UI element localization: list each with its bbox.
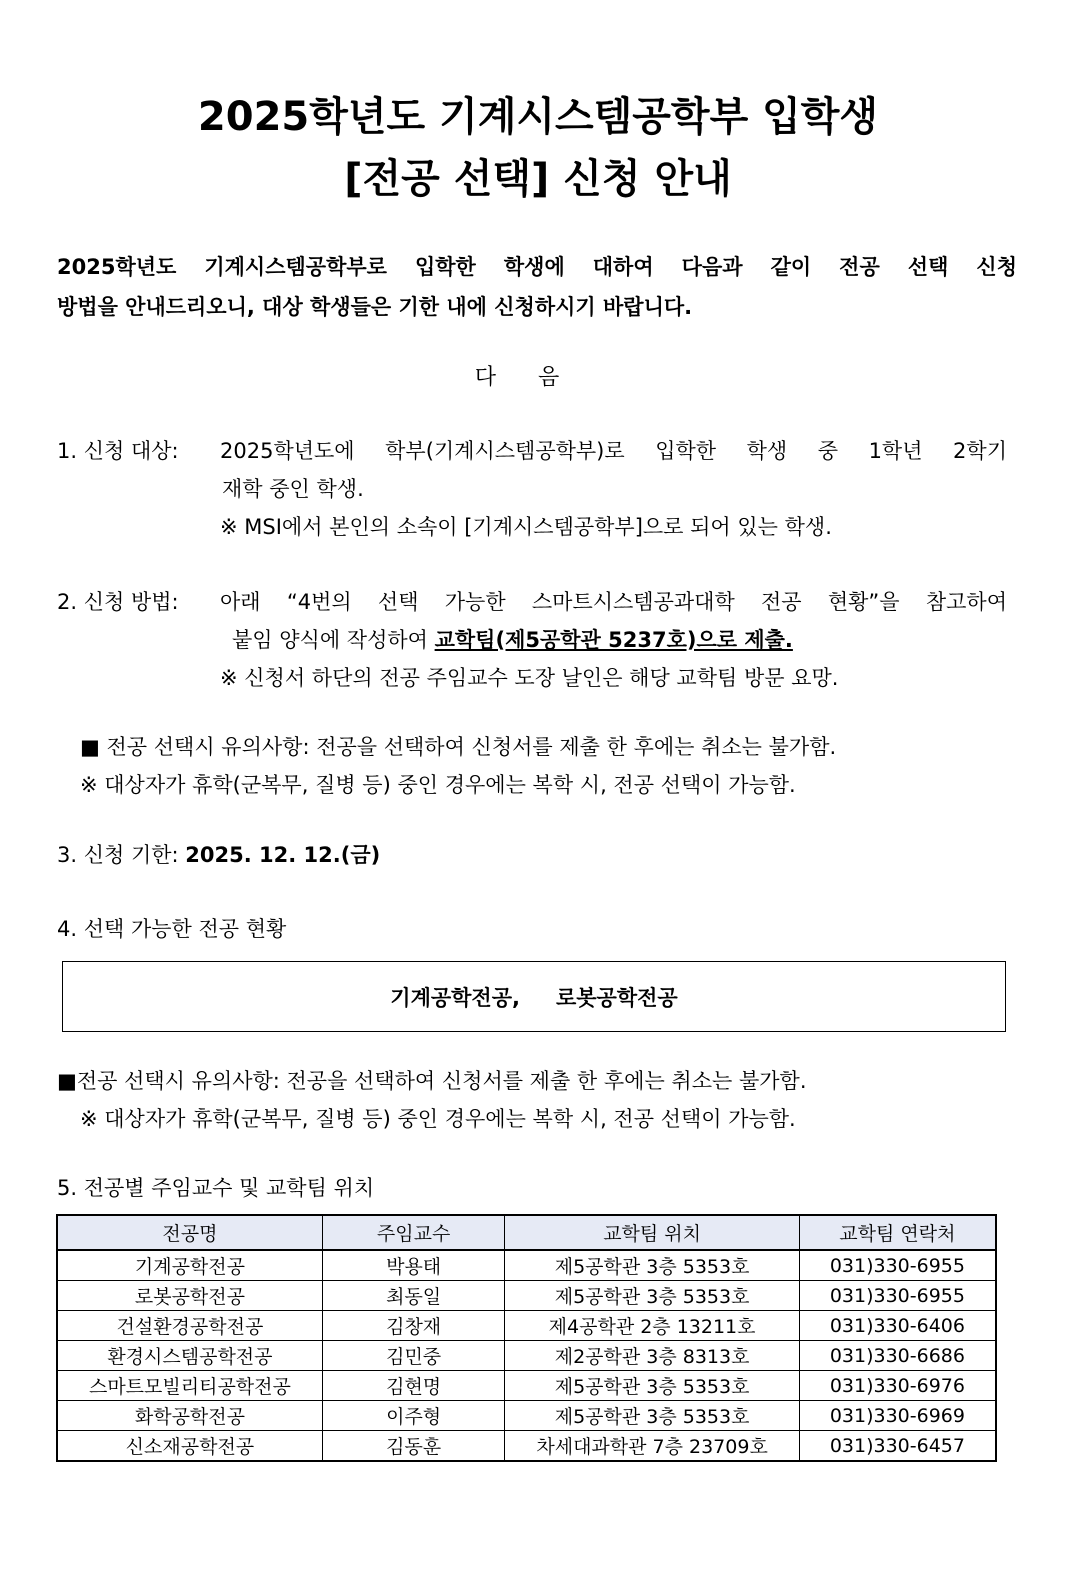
intro-paragraph bbox=[57, 247, 1017, 327]
page-title-line2: [전공 선택] 신청 안내 bbox=[344, 156, 732, 202]
item2-note: ※ 신청서 하단의 전공 주임교수 도장 날인은 해당 교학팀 방문 요망. bbox=[220, 666, 839, 690]
header-office-location: 교학팀 위치 bbox=[505, 1215, 799, 1250]
header-office-phone: 교학팀 연락처 bbox=[799, 1215, 996, 1250]
cell-professor: 최동일 bbox=[322, 1281, 505, 1311]
cell-major: 신소재공학전공 bbox=[57, 1431, 322, 1462]
cell-phone: 031)330-6686 bbox=[799, 1341, 996, 1371]
cell-professor: 김창재 bbox=[322, 1311, 505, 1341]
item1-line1: 2025학년도에 학부(기계시스템공학부)로 입학한 학생 중 1학년 2학기 bbox=[220, 439, 1007, 463]
table-row bbox=[57, 1401, 996, 1431]
item1-line2: 재학 중인 학생. bbox=[222, 477, 364, 501]
cell-professor: 김동훈 bbox=[322, 1431, 505, 1462]
cell-phone: 031)330-6406 bbox=[799, 1311, 996, 1341]
item3-label: 3. 신청 기한: bbox=[57, 843, 186, 867]
item2-line2 bbox=[232, 625, 793, 655]
item1-note: ※ MSI에서 본인의 소속이 [기계시스템공학부]으로 되어 있는 학생. bbox=[220, 515, 832, 539]
cell-major: 건설환경공학전공 bbox=[57, 1311, 322, 1341]
header-professor: 주임교수 bbox=[322, 1215, 505, 1250]
table-row bbox=[57, 1341, 996, 1371]
item2-line2-prefix: 붙임 양식에 작성하여 bbox=[232, 628, 435, 652]
cell-major: 화학공학전공 bbox=[57, 1401, 322, 1431]
table-row bbox=[57, 1250, 996, 1281]
cell-major: 기계공학전공 bbox=[57, 1250, 322, 1281]
caution2-line2: ※ 대상자가 휴학(군복무, 질병 등) 중인 경우에는 복학 시, 전공 선택이 가능함. bbox=[80, 1107, 796, 1131]
cell-location: 제5공학관 3층 5353호 bbox=[505, 1371, 799, 1401]
major-mechanical: 기계공학전공, bbox=[390, 985, 520, 1010]
item5-label: 5. 전공별 주임교수 및 교학팀 위치 bbox=[57, 1176, 375, 1200]
caution1-line1: ■ 전공 선택시 유의사항: 전공을 선택하여 신청서를 제출 한 후에는 취소는 불가함. bbox=[80, 735, 837, 759]
cell-location: 제5공학관 3층 5353호 bbox=[505, 1401, 799, 1431]
cell-phone: 031)330-6955 bbox=[799, 1281, 996, 1311]
cell-professor: 김민중 bbox=[322, 1341, 505, 1371]
item1-label: 1. 신청 대상: bbox=[57, 439, 179, 463]
table-row bbox=[57, 1281, 996, 1311]
cell-professor: 김현명 bbox=[322, 1371, 505, 1401]
table-row bbox=[57, 1431, 996, 1462]
item2-line1: 아래 “4번의 선택 가능한 스마트시스템공과대학 전공 현황”을 참고하여 bbox=[220, 590, 1007, 614]
caution2-line1: ■전공 선택시 유의사항: 전공을 선택하여 신청서를 제출 한 후에는 취소는 불가함. bbox=[57, 1069, 807, 1093]
da-eum-heading: 다음 bbox=[474, 365, 602, 390]
header-major: 전공명 bbox=[57, 1215, 322, 1250]
item4-label: 4. 선택 가능한 전공 현황 bbox=[57, 917, 287, 941]
cell-major: 스마트모빌리티공학전공 bbox=[57, 1371, 322, 1401]
cell-major: 로봇공학전공 bbox=[57, 1281, 322, 1311]
caution1-line2: ※ 대상자가 휴학(군복무, 질병 등) 중인 경우에는 복학 시, 전공 선택이 가능함. bbox=[80, 773, 796, 797]
item3-date: 2025. 12. 12.(금) bbox=[185, 843, 381, 867]
cell-major: 환경시스템공학전공 bbox=[57, 1341, 322, 1371]
item3-deadline bbox=[57, 840, 380, 870]
item2-label: 2. 신청 방법: bbox=[57, 590, 179, 614]
major-robotics: 로봇공학전공 bbox=[555, 985, 678, 1010]
cell-location: 차세대과학관 7층 23709호 bbox=[505, 1431, 799, 1462]
cell-phone: 031)330-6976 bbox=[799, 1371, 996, 1401]
cell-location: 제5공학관 3층 5353호 bbox=[505, 1250, 799, 1281]
page-title-line1: 2025학년도 기계시스템공학부 입학생 bbox=[197, 94, 879, 140]
cell-phone: 031)330-6955 bbox=[799, 1250, 996, 1281]
cell-phone: 031)330-6969 bbox=[799, 1401, 996, 1431]
cell-phone: 031)330-6457 bbox=[799, 1431, 996, 1462]
majors-box bbox=[62, 961, 1006, 1032]
cell-professor: 박용태 bbox=[322, 1250, 505, 1281]
intro-line2: 방법을 안내드리오니, 대상 학생들은 기한 내에 신청하시기 바랍니다. bbox=[57, 295, 693, 319]
intro-line1: 2025학년도 기계시스템공학부로 입학한 학생에 대하여 다음과 같이 전공 선택 신청 bbox=[57, 255, 1017, 279]
table-header-row bbox=[57, 1215, 996, 1250]
cell-location: 제2공학관 3층 8313호 bbox=[505, 1341, 799, 1371]
professor-table bbox=[56, 1214, 997, 1462]
table-row bbox=[57, 1311, 996, 1341]
table-row bbox=[57, 1371, 996, 1401]
cell-professor: 이주형 bbox=[322, 1401, 505, 1431]
cell-location: 제5공학관 3층 5353호 bbox=[505, 1281, 799, 1311]
item2-submit-location: 교학팀(제5공학관 5237호)으로 제출. bbox=[434, 628, 793, 652]
cell-location: 제4공학관 2층 13211호 bbox=[505, 1311, 799, 1341]
